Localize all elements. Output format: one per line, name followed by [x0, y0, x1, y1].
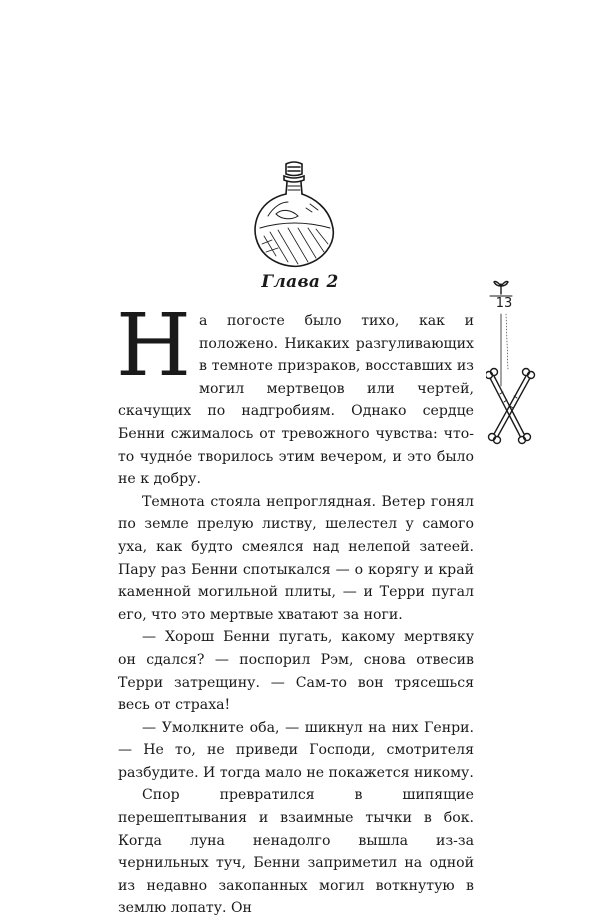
potion-bottle-icon [248, 158, 340, 270]
dialogue-line: — Умолкните оба, — шикнул на них Генри. — Не то, не приведи Господи, смотрителя разбудите. И тогда мало не покажется никому. [118, 719, 474, 781]
paragraph: Спор превратился в шипящие перешептывания и взаимные тычки в бок. Когда луна ненадолго вышла из-за чернильных туч, Бенни заприметил на одной из недавно закопанных могил воткнутую в землю лопату. Он [118, 787, 474, 917]
dropcap-letter: Н [116, 296, 191, 396]
chapter-title: Глава 2 [261, 272, 339, 292]
page-number: 13 [495, 296, 513, 311]
paragraph [116, 296, 474, 491]
chapter-body [116, 296, 474, 920]
dialogue-line: — Хорош Бенни пугать, какому мертвяку он сдался? — поспорил Рэм, снова отвесив Терри затрещину. — Сам-то вон трясешься весь от страха! [118, 629, 474, 714]
paragraph: Темнота стояла непроглядная. Ветер гонял по земле прелую листву, шелестел у самого уха, как будто смеялся над нелепой затеей. Пару раз Бенни спотыкался — о корягу и край каменной могильной плиты, — и Терри пугал его, что это мертвые хватают за ноги. [118, 493, 474, 623]
paragraph-text: а погосте было тихо, как и положено. Никаких разгуливающих в темноте призраков, восставших из могил мертвецов или чертей, скачущих по надгробиям. Однако сердце Бенни сжималось от тревожного чувства: что-то чудно́е творилось этим вечером, и это было не к добру. [118, 313, 474, 488]
